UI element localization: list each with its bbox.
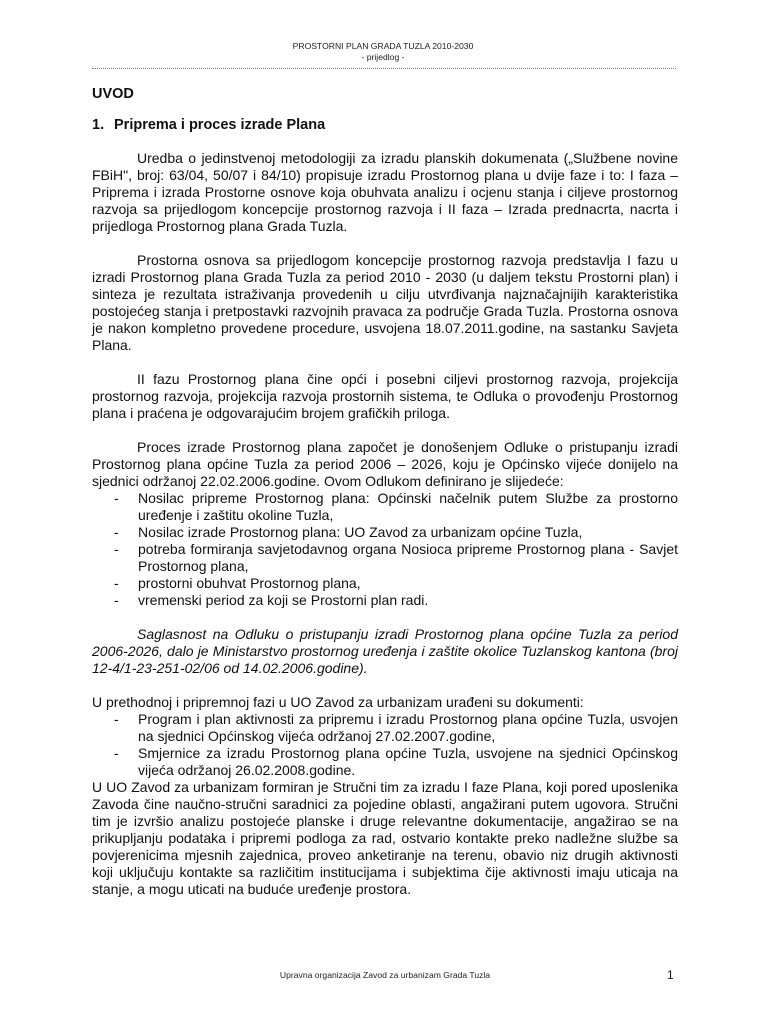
list-item-text: Smjernice za izradu Prostornog plana općine Tuzla, usvojene na sjednici Općinskog vijeća održanoj 26.02.2008.godine.: [138, 745, 678, 778]
list-item: [114, 745, 678, 779]
subsection-number: 1.: [92, 117, 105, 133]
list-item-text: vremenski period za koji se Prostorni plan radi.: [138, 592, 429, 608]
subsection-title: Priprema i proces izrade Plana: [114, 117, 326, 133]
dash-bullet: -: [114, 490, 119, 506]
page-header: [90, 41, 676, 62]
list-item: [114, 524, 678, 541]
document-title: PROSTORNI PLAN GRADA TUZLA 2010-2030: [292, 41, 474, 51]
subsection-heading: [92, 117, 678, 134]
paragraph-6: U prethodnoj i pripremnoj fazi u UO Zavod za urbanizam urađeni su dokumenti:: [92, 694, 584, 710]
paragraph-1: Uredba o jedinstvenoj metodologiji za izradu planskih dokumenata („Službene novine FBiH", broj: 63/04, 50/07 i 84/10) propisuje izradu Prostornog plana u dvije faze i to: I faza – Priprema i izrada Prostorne osnove koja obuhvata analizu i ocjenu stanja i ciljeve prostornog razvoja sa prijedlogom koncepcije prostornog razvoja i II faza – Izrada prednacrta, nacrta i prijedloga Prostornog plana Grada Tuzla.: [92, 150, 678, 234]
list-item: [114, 711, 678, 745]
dash-list-2: [114, 711, 678, 779]
list-item-text: Nosilac pripreme Prostornog plana: Općinski načelnik putem Službe za prostorno uređenje i zaštitu okoline Tuzla,: [138, 490, 678, 523]
list-item-text: Nosilac izrade Prostornog plana: UO Zavod za urbanizam općine Tuzla,: [138, 524, 583, 540]
document-subtitle: - prijedlog -: [361, 51, 405, 62]
list-item: [114, 490, 678, 524]
dash-bullet: -: [114, 524, 119, 540]
list-item-text: prostorni obuhvat Prostornog plana,: [138, 575, 361, 591]
section-heading: UVOD: [92, 86, 134, 102]
paragraph-2: Prostorna osnova sa prijedlogom koncepcije prostornog razvoja predstavlja I fazu u izradi Prostornog plana Grada Tuzla za period 2010 - 2030 (u daljem tekstu Prostorni plan) i sinteza je rezultata istraživanja provedenih u cilju utvrđivanja najznačajnijih karakteristika postojećeg stanja i pretpostavki razvojnih pravaca za područje Grada Tuzla. Prostorna osnova je nakon kompletno provedene procedure, usvojena 18.07.2011.godine, na sastanku Savjeta Plana.: [92, 252, 678, 353]
list-item: [114, 541, 678, 575]
list-item: [114, 592, 678, 609]
dash-bullet: -: [114, 541, 119, 557]
paragraph-3: II fazu Prostornog plana čine opći i posebni ciljevi prostornog razvoja, projekcija prostornog razvoja, projekcija razvoja prostornih sistema, te Odluka o provođenju Prostornog plana i praćena je odgovarajućim brojem grafičkih priloga.: [92, 371, 678, 421]
dash-bullet: -: [114, 592, 119, 608]
dash-bullet: -: [114, 711, 119, 727]
page-footer: Upravna organizacija Zavod za urbanizam Grada Tuzla: [279, 970, 491, 980]
list-item: [114, 575, 678, 592]
dash-bullet: -: [114, 745, 119, 761]
document-body: [92, 86, 678, 898]
page-number: 1: [667, 968, 674, 982]
paragraph-5: Saglasnost na Odluku o pristupanju izradi Prostornog plana općine Tuzla za period 2006-2026, dalo je Ministarstvo prostornog uređenja i zaštite okolice Tuzlanskog kantona (broj 12-4/1-23-251-02/06 od 14.02.2006.godine).: [92, 626, 678, 676]
list-item-text: potreba formiranja savjetodavnog organa Nosioca pripreme Prostornog plana - Savjet Prostornog plana,: [138, 541, 678, 574]
dash-bullet: -: [114, 575, 119, 591]
header-divider: [92, 68, 676, 69]
list-item-text: Program i plan aktivnosti za pripremu i izradu Prostornog plana općine Tuzla, usvojen na sjednici Općinskog vijeća održanoj 27.02.2007.godine,: [138, 711, 678, 744]
paragraph-7: U UO Zavod za urbanizam formiran je Stručni tim za izradu I faze Plana, koji pored uposlenika Zavoda čine naučno-stručni saradnici za pojedine oblasti, angažirani putem ugovora. Stručni tim je izvršio analizu postojeće planske i druge relevantne dokumentacije, angažirao se na prikupljanju podataka i pripremi podloga za rad, ostvario kontakte preko nadležne službe sa povjerenicima mjesnih zajednica, proveo anketiranje na terenu, obavio niz drugih aktivnosti koji uključuju kontakte sa različitim institucijama i subjektima čije aktivnosti imaju uticaja na stanje, a mogu uticati na buduće uređenje prostora.: [92, 779, 678, 897]
paragraph-4: Proces izrade Prostornog plana započet je donošenjem Odluke o pristupanju izradi Prostornog plana općine Tuzla za period 2006 – 2026, koju je Općinsko vijeće donijelo na sjednici održanoj 22.02.2006.godine. Ovom Odlukom definirano je slijedeće:: [92, 439, 678, 489]
dash-list-1: [114, 490, 678, 609]
